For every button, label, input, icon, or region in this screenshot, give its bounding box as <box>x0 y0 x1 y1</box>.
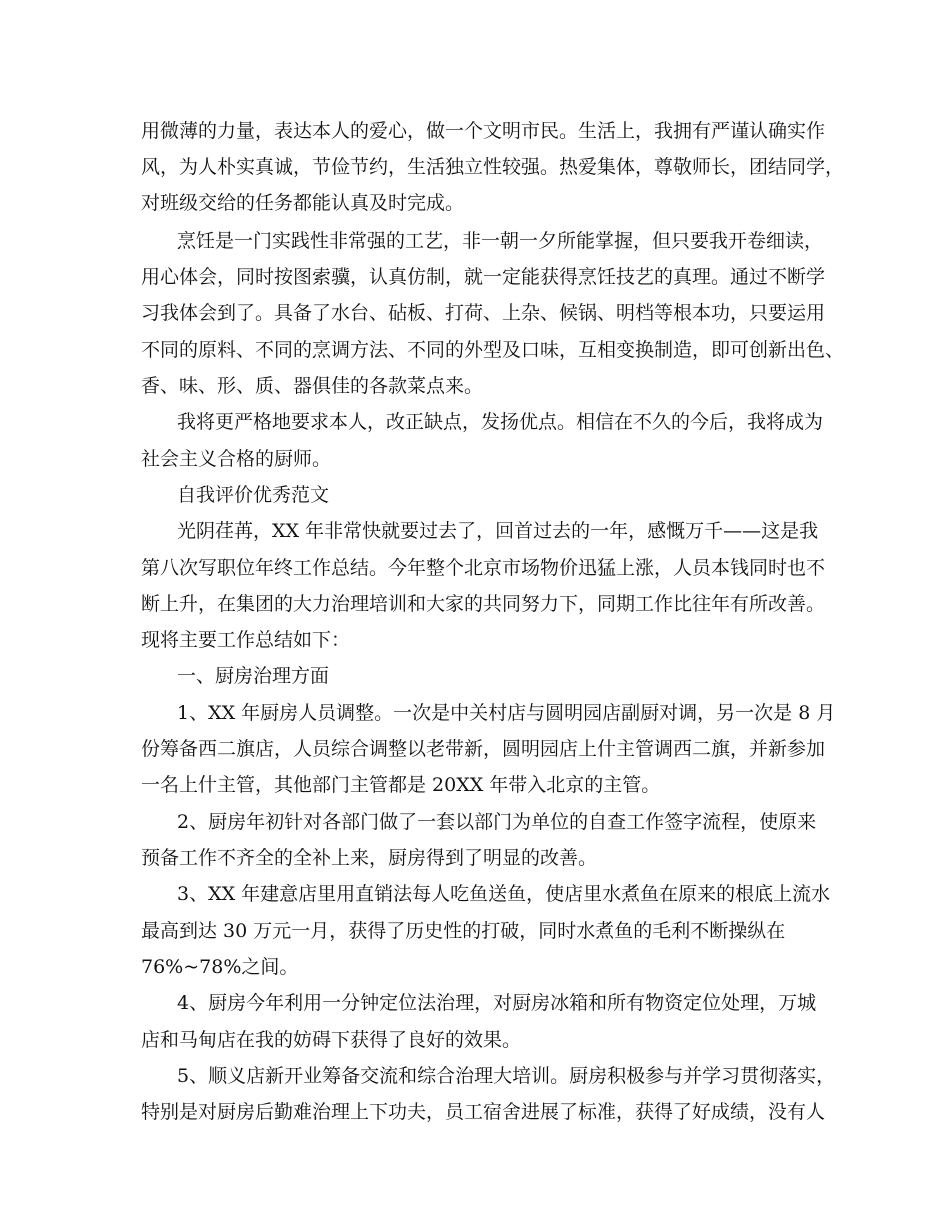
body-text-line: 不同的原料、不同的烹调方法、不同的外型及口味，互相变换制造，即可创新出色、 <box>141 339 845 361</box>
body-text-line: 2、厨房年初针对各部门做了一套以部门为单位的自查工作签字流程，使原来 <box>177 811 817 833</box>
body-text-line: 预备工作不齐全的全补上来，厨房得到了明显的改善。 <box>141 847 598 869</box>
body-text-line: 香、味、形、质、器俱佳的各款菜点来。 <box>141 375 484 397</box>
body-text-line: 用微薄的力量，表达本人的爱心，做一个文明市民。生活上，我拥有严谨认确实作 <box>141 120 826 142</box>
body-text-line: 现将主要工作总结如下： <box>141 629 351 651</box>
body-text-line: 习我体会到了。具备了水台、砧板、打荷、上杂、候锅、明档等根本功，只要运用 <box>141 302 826 324</box>
body-text-line: 店和马甸店在我的妨碍下获得了良好的效果。 <box>141 1029 522 1051</box>
section-heading: 一、厨房治理方面 <box>177 665 330 687</box>
body-text-line: 特别是对厨房后勤难治理上下功夫，员工宿舍进展了标准，获得了好成绩，没有人 <box>141 1101 826 1123</box>
body-text-line: 一名上什主管，其他部门主管都是 20XX 年带入北京的主管。 <box>141 774 661 796</box>
body-text-line: 我将更严格地要求本人，改正缺点，发扬优点。相信在不久的今后，我将成为 <box>177 411 824 433</box>
body-text-line: 对班级交给的任务都能认真及时完成。 <box>141 192 465 214</box>
body-text-line: 风，为人朴实真诚，节俭节约，生活独立性较强。热爱集体，尊敬师长，团结同学， <box>141 156 845 178</box>
section-heading: 自我评价优秀范文 <box>177 484 330 506</box>
body-text-line: 5、顺义店新开业筹备交流和综合治理大培训。厨房积极参与并学习贯彻落实， <box>177 1065 836 1087</box>
body-text-line: 4、厨房今年利用一分钟定位法治理，对厨房冰箱和所有物资定位处理，万城 <box>177 992 817 1014</box>
body-text-line: 76%~78%之间。 <box>141 956 299 978</box>
body-text-line: 社会主义合格的厨师。 <box>141 448 332 470</box>
body-text-line: 第八次写职位年终工作总结。今年整个北京市场物价迅猛上涨，人员本钱同时也不 <box>141 557 826 579</box>
body-text-line: 1、XX 年厨房人员调整。一次是中关村店与圆明园店副厨对调，另一次是 8 月 <box>177 702 836 724</box>
body-text-line: 最高到达 30 万元一月，获得了历史性的打破，同时水煮鱼的毛利不断操纵在 <box>141 920 786 942</box>
body-text-line: 份筹备西二旗店，人员综合调整以老带新，圆明园店上什主管调西二旗，并新参加 <box>141 738 826 760</box>
body-text-line: 用心体会，同时按图索骥，认真仿制，就一定能获得烹饪技艺的真理。通过不断学 <box>141 266 826 288</box>
body-text-line: 断上升，在集团的大力治理培训和大家的共同努力下，同期工作比往年有所改善。 <box>141 593 826 615</box>
body-text-line: 烹饪是一门实践性非常强的工艺，非一朝一夕所能掌握，但只要我开卷细读， <box>177 230 824 252</box>
body-text-line: 3、XX 年建意店里用直销法每人吃鱼送鱼，使店里水煮鱼在原来的根底上流水 <box>177 883 831 905</box>
body-text-line: 光阴荏苒，XX 年非常快就要过去了，回首过去的一年，感慨万千——这是我 <box>177 520 819 542</box>
